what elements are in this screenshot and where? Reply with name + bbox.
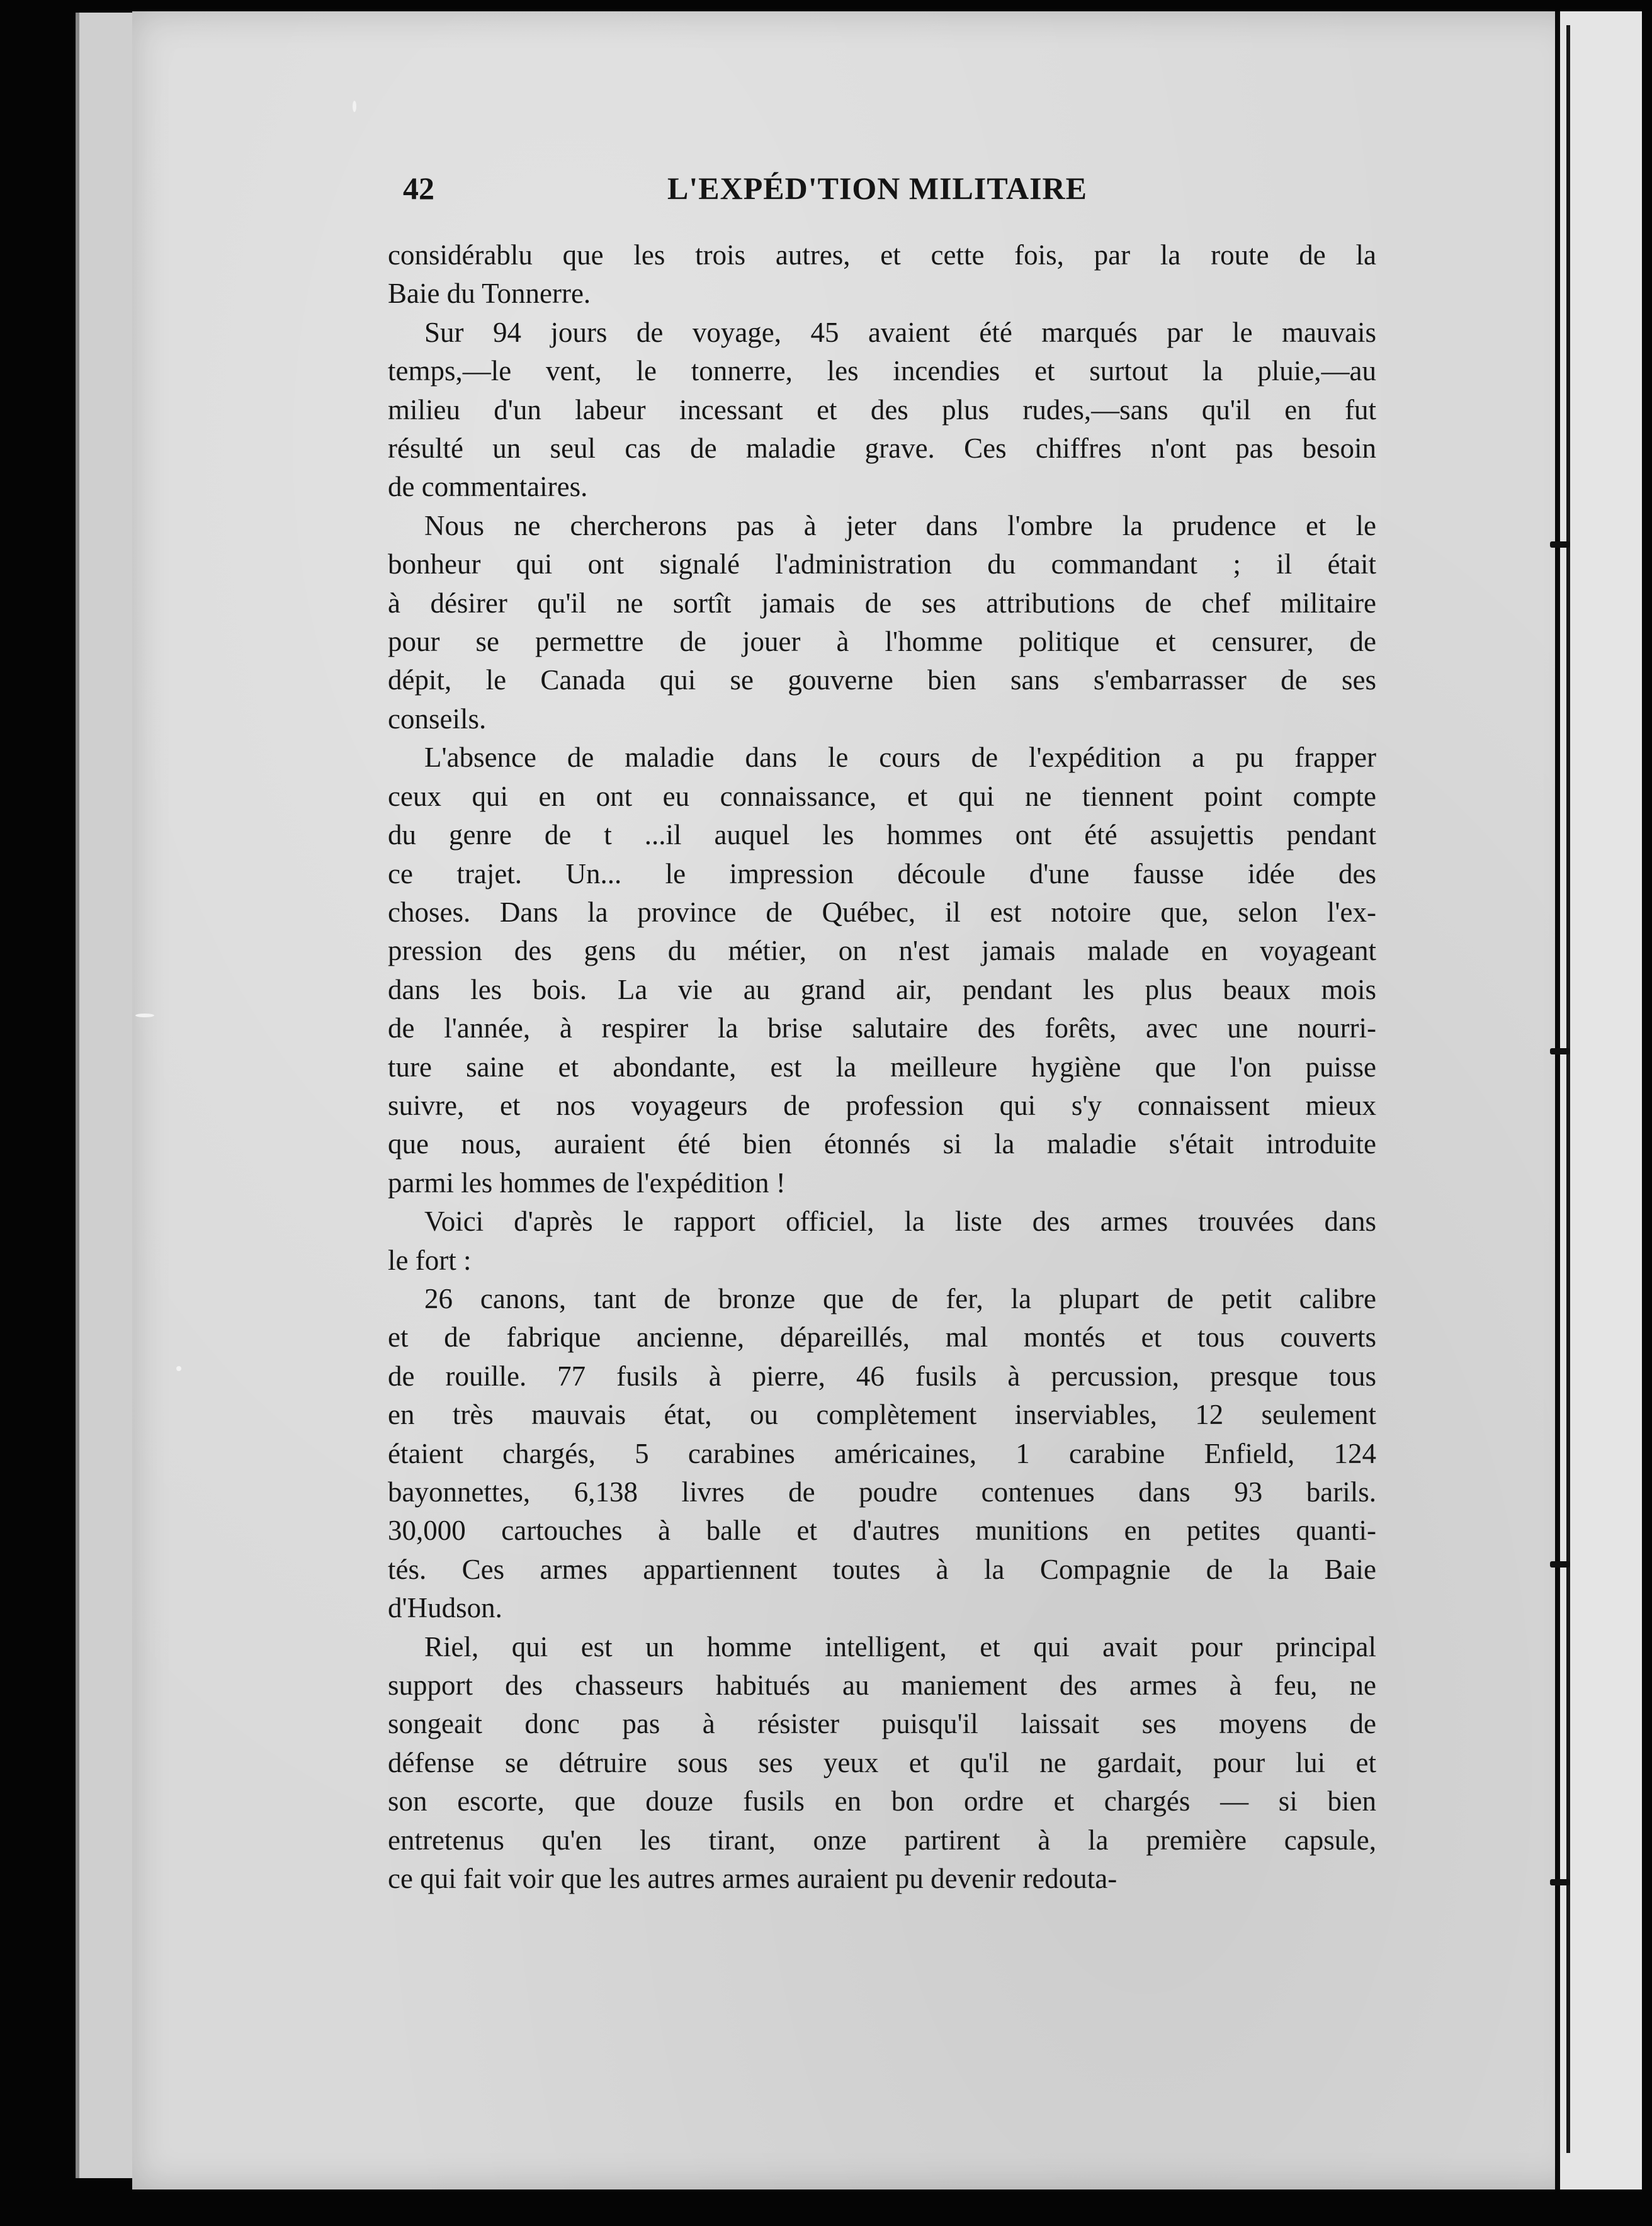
text-line: choses. Dans la province de Québec, il est notoire que, selon l'ex- xyxy=(388,896,1376,928)
text-line: Voici d'après le rapport officiel, la liste des armes trouvées dans xyxy=(424,1206,1376,1238)
text-line: résulté un seul cas de maladie grave. Ces chiffres n'ont pas besoin xyxy=(388,432,1376,465)
binding-stitch xyxy=(1550,541,1570,548)
text-line: 26 canons, tant de bronze que de fer, la plupart de petit calibre xyxy=(424,1282,1376,1314)
paragraph xyxy=(388,1280,1376,1628)
text-line: milieu d'un labeur incessant et des plus rudes,—sans qu'il en fut xyxy=(388,393,1376,426)
paragraph xyxy=(388,1202,1376,1280)
text-line: conseils. xyxy=(388,703,487,735)
text-line: parmi les hommes de l'expédition ! xyxy=(388,1167,786,1199)
text-line: 30,000 cartouches à balle et d'autres munitions en petites quanti- xyxy=(388,1515,1376,1547)
text-line: ce trajet. Un... le impression découle d'une fausse idée des xyxy=(388,857,1376,890)
page-edge xyxy=(1555,11,1560,2189)
text-line: temps,—le vent, le tonnerre, les incendies et surtout la pluie,—au xyxy=(388,355,1376,387)
binding-stitch xyxy=(1550,1561,1570,1568)
text-line: défense se détruire sous ses yeux et qu'il ne gardait, pour lui et xyxy=(388,1746,1376,1778)
text-line: que nous, auraient été bien étonnés si la maladie s'était introduite xyxy=(388,1128,1376,1160)
text-line: étaient chargés, 5 carabines américaines, 1 carabine Enfield, 124 xyxy=(388,1437,1376,1469)
binding-stitch xyxy=(1550,1879,1570,1885)
paper-speck xyxy=(353,101,356,112)
text-line: à désirer qu'il ne sortît jamais de ses attributions de chef militaire xyxy=(388,587,1376,619)
text-line: de commentaires. xyxy=(388,471,588,503)
binding-strip xyxy=(1560,11,1642,2189)
text-line: en très mauvais état, ou complètement inserviables, 12 seulement xyxy=(388,1399,1376,1431)
text-line: bonheur qui ont signalé l'administration du commandant ; il était xyxy=(388,548,1376,580)
paragraph xyxy=(388,1628,1376,1899)
text-line: tés. Ces armes appartiennent toutes à la Compagnie de la Baie xyxy=(388,1553,1376,1585)
paragraph xyxy=(388,507,1376,738)
text-line: entretenus qu'en les tirant, onze partirent à la première capsule, xyxy=(388,1824,1376,1856)
paragraph xyxy=(388,236,1376,314)
text-line: support des chasseurs habitués au maniement des armes à feu, ne xyxy=(388,1670,1376,1702)
paragraph xyxy=(388,738,1376,1202)
binding-thread xyxy=(1566,25,1570,2153)
text-line: et de fabrique ancienne, dépareillés, mal montés et tous couverts xyxy=(388,1321,1376,1353)
page-number: 42 xyxy=(403,171,434,206)
paragraph xyxy=(388,314,1376,507)
text-line: le fort : xyxy=(388,1244,472,1276)
text-line: ture saine et abondante, est la meilleure hygiène que l'on puisse xyxy=(388,1051,1376,1083)
text-line: dépit, le Canada qui se gouverne bien sans s'embarrasser de ses xyxy=(388,664,1376,696)
text-line: L'absence de maladie dans le cours de l'expédition a pu frapper xyxy=(424,742,1376,774)
text-line: dans les bois. La vie au grand air, pendant les plus beaux mois xyxy=(388,973,1376,1005)
text-line: d'Hudson. xyxy=(388,1592,502,1624)
text-line: son escorte, que douze fusils en bon ordre et chargés — si bien xyxy=(388,1785,1376,1817)
binding-stitch xyxy=(1550,1048,1570,1054)
paper-speck xyxy=(135,1014,154,1017)
text-line: Sur 94 jours de voyage, 45 avaient été marqués par le mauvais xyxy=(424,316,1376,348)
text-line: Baie du Tonnerre. xyxy=(388,278,591,310)
text-line: considérablu que les trois autres, et cette fois, par la route de la xyxy=(388,239,1376,271)
text-line: pour se permettre de jouer à l'homme politique et censurer, de xyxy=(388,626,1376,658)
text-line: bayonnettes, 6,138 livres de poudre contenues dans 93 barils. xyxy=(388,1476,1376,1508)
page-header xyxy=(403,170,1372,214)
text-line: songeait donc pas à résister puisqu'il laissait ses moyens de xyxy=(388,1708,1376,1740)
text-line: pression des gens du métier, on n'est jamais malade en voyageant xyxy=(388,935,1376,967)
text-line: Riel, qui est un homme intelligent, et qui avait pour principal xyxy=(424,1630,1376,1663)
running-title: L'EXPÉD'TION MILITAIRE xyxy=(667,171,1088,206)
text-line: suivre, et nos voyageurs de profession qui s'y connaissent mieux xyxy=(388,1089,1376,1121)
body-text xyxy=(388,236,1376,1898)
text-line: de rouille. 77 fusils à pierre, 46 fusils à percussion, presque tous xyxy=(388,1360,1376,1392)
text-line: ceux qui en ont eu connaissance, et qui ne tiennent point compte xyxy=(388,780,1376,812)
paper-speck xyxy=(176,1366,181,1371)
text-line: de l'année, à respirer la brise salutaire des forêts, avec une nourri- xyxy=(388,1012,1376,1044)
text-line: ce qui fait voir que les autres armes auraient pu devenir redouta- xyxy=(388,1863,1117,1895)
text-line: du genre de t ...il auquel les hommes ont été assujettis pendant xyxy=(388,819,1376,851)
text-line: Nous ne chercherons pas à jeter dans l'ombre la prudence et le xyxy=(424,509,1376,541)
